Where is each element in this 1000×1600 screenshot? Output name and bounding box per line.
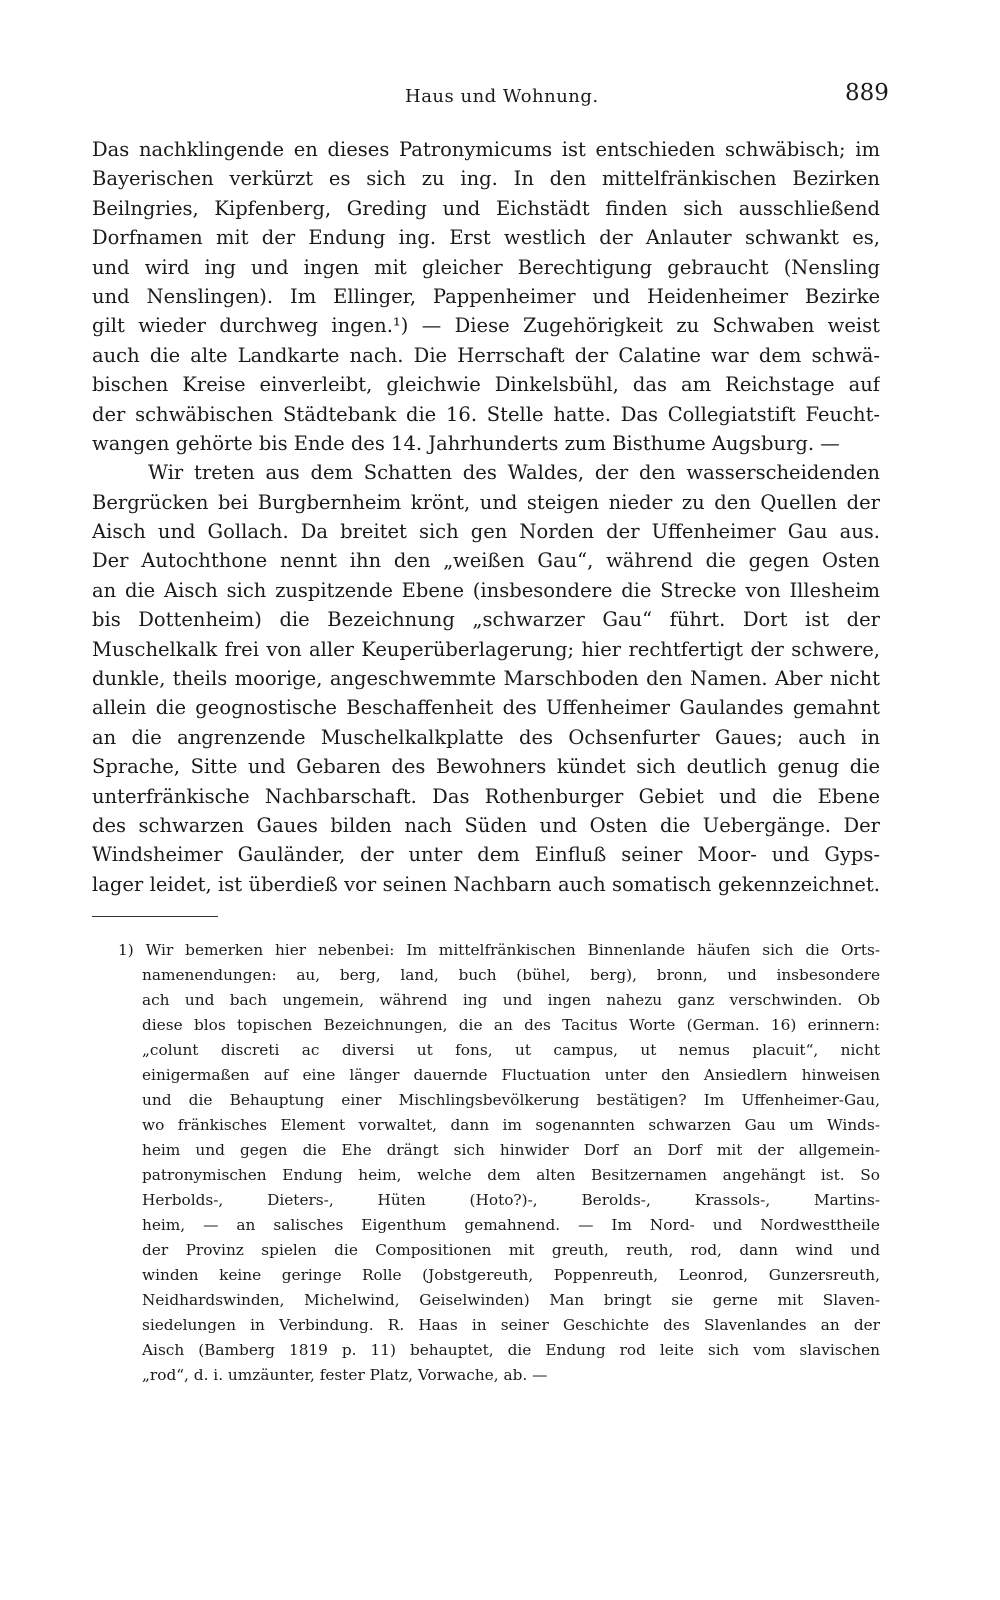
text-line: Sprache, Sitte und Gebaren des Bewohners kündet sich deutlich genug die	[92, 755, 880, 779]
text-line: Das nachklingende en dieses Patronymicums ist entschieden schwäbisch; im	[92, 138, 880, 161]
text-line: des schwarzen Gaues bilden nach Süden und Osten die Uebergänge. Der	[92, 813, 880, 837]
text-line: dunkle, theils moorige, angeschwemmte Marschboden den Namen. Aber nicht	[92, 667, 880, 691]
main-text	[92, 135, 880, 899]
text-line: gilt wieder durchweg ingen.¹) — Diese Zugehörigkeit zu Schwaben weist	[92, 314, 880, 338]
footnote-line: heim, — an salisches Eigenthum gemahnend. — Im Nord- und Nordwesttheile	[142, 1216, 880, 1234]
footnote-line: Aisch (Bamberg 1819 p. 11) behauptet, die Endung rod leite sich vom slavischen	[142, 1341, 880, 1359]
text-line: lager leidet, ist überdieß vor seinen Nachbarn auch somatisch gekennzeichnet.	[92, 872, 880, 896]
page-number: 889	[845, 80, 889, 106]
text-line: auch die alte Landkarte nach. Die Herrschaft der Calatine war dem schwä-	[92, 343, 880, 367]
text-line: an die Aisch sich zuspitzende Ebene (insbesondere die Strecke von Illesheim	[92, 578, 880, 602]
footnote-line: diese blos topischen Bezeichnungen, die an des Tacitus Worte (German. 16) erinnern:	[142, 1016, 880, 1034]
text-line: und wird ing und ingen mit gleicher Berechtigung gebraucht (Nensling	[92, 255, 880, 279]
text-line: unterfränkische Nachbarschaft. Das Rothenburger Gebiet und die Ebene	[92, 784, 880, 808]
text-line: Dorfnamen mit der Endung ing. Erst westlich der Anlauter schwankt es,	[92, 226, 880, 250]
footnote-line: 1) Wir bemerken hier nebenbei: Im mittelfränkischen Binnenlande häufen sich die Orts-	[118, 941, 880, 959]
footnote-line: siedelungen in Verbindung. R. Haas in seiner Geschichte des Slavenlandes an der	[142, 1316, 880, 1334]
text-line: Bergrücken bei Burgbernheim krönt, und steigen nieder zu den Quellen der	[92, 490, 880, 514]
text-line: der schwäbischen Städtebank die 16. Stelle hatte. Das Collegiatstift Feucht-	[92, 402, 880, 426]
footnote-divider	[92, 916, 218, 917]
text-line: Bayerischen verkürzt es sich zu ing. In den mittelfränkischen Bezirken	[92, 167, 880, 191]
footnote-line: winden keine geringe Rolle (Jobstgereuth, Poppenreuth, Leonrod, Gunzersreuth,	[142, 1266, 880, 1284]
footnote-line: wo fränkisches Element vorwaltet, dann im sogenannten schwarzen Gau um Winds-	[142, 1116, 880, 1134]
footnote-line: ach und bach ungemein, während ing und ingen nahezu ganz verschwinden. Ob	[142, 991, 880, 1009]
footnote-line: namenendungen: au, berg, land, buch (bühel, berg), bronn, und insbesondere	[142, 966, 880, 984]
text-line: Der Autochthone nennt ihn den „weißen Gau“, während die gegen Osten	[92, 549, 880, 573]
text-line: bischen Kreise einverleibt, gleichwie Dinkelsbühl, das am Reichstage auf	[92, 373, 880, 397]
footnote-block	[118, 938, 880, 1388]
running-title: Haus und Wohnung.	[405, 86, 599, 107]
footnote-line: heim und gegen die Ehe drängt sich hinwider Dorf an Dorf mit der allgemein-	[142, 1141, 880, 1159]
text-line: an die angrenzende Muschelkalkplatte des Ochsenfurter Gaues; auch in	[92, 725, 880, 749]
text-line: allein die geognostische Beschaffenheit des Uffenheimer Gaulandes gemahnt	[92, 696, 880, 720]
footnote-line: „rod“, d. i. umzäunter, fester Platz, Vorwache, ab. —	[142, 1366, 548, 1384]
text-line: Muschelkalk frei von aller Keuperüberlagerung; hier rechtfertigt der schwere,	[92, 637, 880, 661]
text-line: Aisch und Gollach. Da breitet sich gen Norden der Uffenheimer Gau aus.	[92, 520, 880, 544]
footnote-line: der Provinz spielen die Compositionen mit greuth, reuth, rod, dann wind und	[142, 1241, 880, 1259]
footnote-line: patronymischen Endung heim, welche dem alten Besitzernamen angehängt ist. So	[142, 1166, 880, 1184]
text-line: Wir treten aus dem Schatten des Waldes, der den wasserscheidenden	[148, 461, 880, 485]
text-line: wangen gehörte bis Ende des 14. Jahrhunderts zum Bisthume Augsburg. —	[92, 431, 840, 455]
footnote-line: einigermaßen auf eine länger dauernde Fluctuation unter den Ansiedlern hinweisen	[142, 1066, 880, 1084]
footnote-line: Neidhardswinden, Michelwind, Geiselwinden) Man bringt sie gerne mit Slaven-	[142, 1291, 880, 1309]
text-line: und Nenslingen). Im Ellinger, Pappenheimer und Heidenheimer Bezirke	[92, 284, 880, 308]
text-line: Windsheimer Gauländer, der unter dem Einfluß seiner Moor- und Gyps-	[92, 843, 880, 867]
footnote-line: und die Behauptung einer Mischlingsbevölkerung bestätigen? Im Uffenheimer-Gau,	[142, 1091, 880, 1109]
footnote-line: „colunt discreti ac diversi ut fons, ut campus, ut nemus placuit“, nicht	[142, 1041, 880, 1059]
footnote-line: Herbolds-, Dieters-, Hüten (Hoto?)-, Berolds-, Krassols-, Martins-	[142, 1191, 880, 1209]
text-line: bis Dottenheim) die Bezeichnung „schwarzer Gau“ führt. Dort ist der	[92, 608, 880, 632]
text-line: Beilngries, Kipfenberg, Greding und Eichstädt finden sich ausschließend	[92, 196, 880, 220]
